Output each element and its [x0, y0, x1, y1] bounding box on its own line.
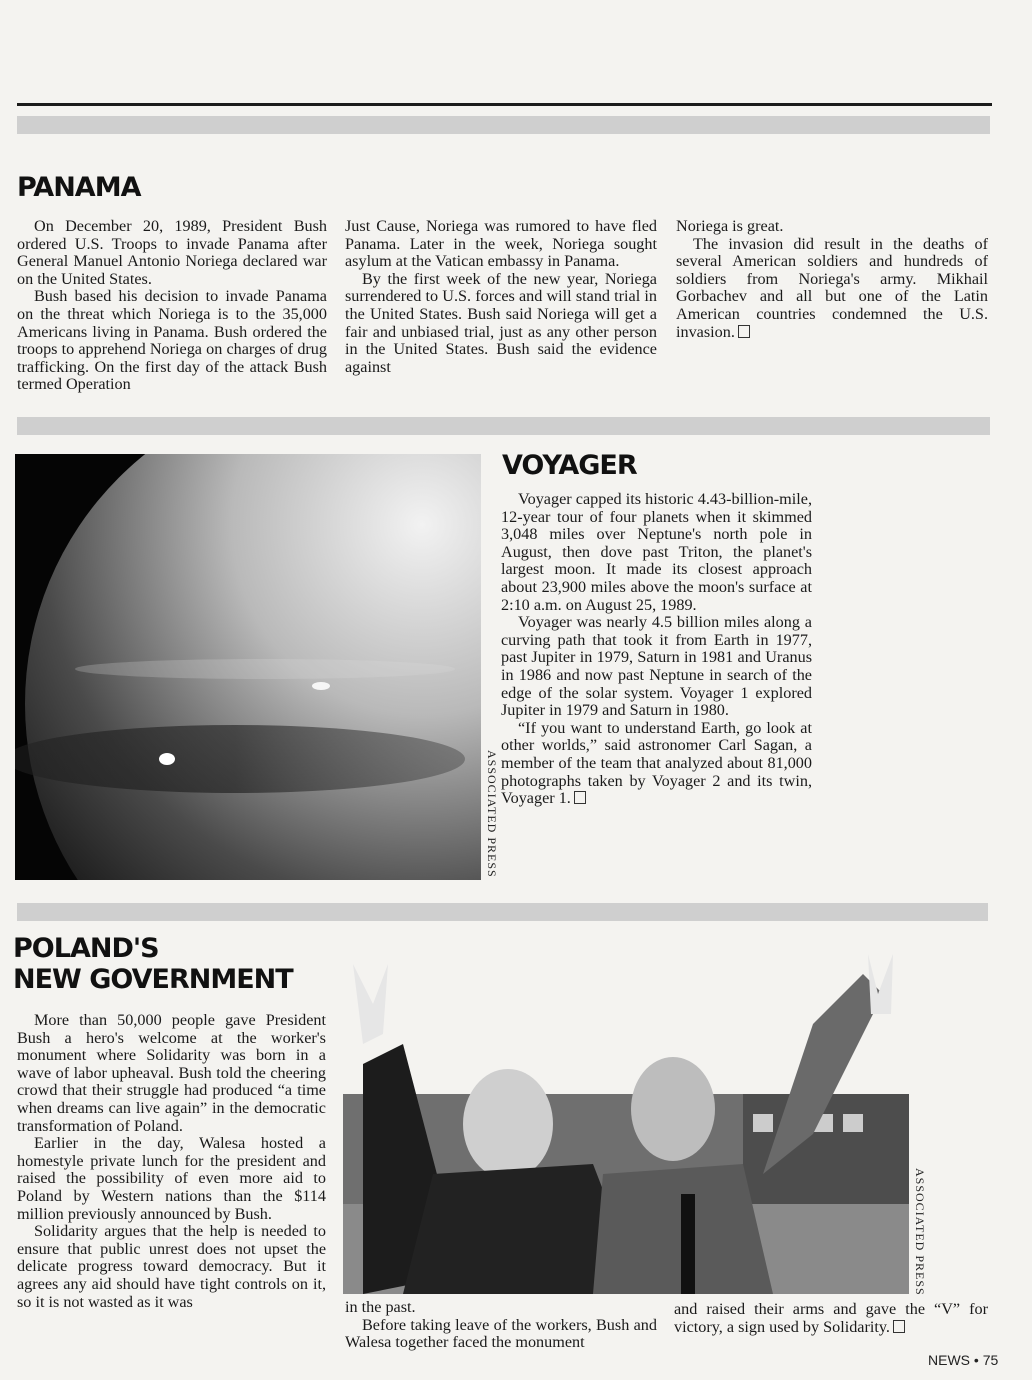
poland-column-3	[674, 1301, 988, 1336]
panama-column-2	[345, 218, 657, 376]
end-mark-icon	[574, 791, 586, 804]
panama-title: PANAMA	[17, 172, 141, 203]
poland-col1-paragraph: Earlier in the day, Walesa hosted a homestyle private lunch for the president and raised the possibility of even more aid to Poland by Western nations than the $114 million previously announced by Bush.	[17, 1134, 326, 1223]
voyager-photo-credit: ASSOCIATED PRESS	[485, 750, 499, 878]
poland-title-line-1: POLAND'S	[13, 933, 159, 964]
neptune-image	[15, 454, 481, 880]
panama-col3-paragraph: Noriega is great.	[676, 217, 784, 235]
voyager-paragraph: Voyager capped its historic 4.43-billion-mile, 12-year tour of four planets when it skimmed 3,048 miles over Neptune's north pole in August, then dove past Triton, the planet's largest moon. It made its closest approach about 23,900 miles above the moon's surface at 2:10 a.m. on August 25, 1989.	[501, 490, 812, 614]
section-band	[17, 903, 988, 921]
poland-photo-credit: ASSOCIATED PRESS	[913, 1168, 927, 1296]
page-number: 75	[982, 1352, 999, 1368]
section-band	[17, 417, 990, 435]
voyager-title: VOYAGER	[502, 450, 637, 481]
panama-col2-paragraph: Just Cause, Noriega was rumored to have fled Panama. Later in the week, Noriega sought asylum at the Vatican embassy in Panama.	[345, 217, 657, 271]
voyager-paragraph: Voyager was nearly 4.5 billion miles along a curving path that took it from Earth in 1977, past Jupiter in 1979, Saturn in 1981 and Uranus in 1986 and now past Neptune in search of the edge of the solar system. Voyager 1 explored Jupiter in 1979 and Saturn in 1980.	[501, 613, 812, 720]
panama-col3-paragraph	[676, 236, 988, 342]
voyager-paragraph-text: “If you want to understand Earth, go look at other worlds,” said astronomer Carl Sagan, a member of the team that analyzed about 81,000 photographs taken by Voyager 2 and its twin, Voyager 1.	[501, 718, 812, 808]
voyager-paragraph	[501, 720, 812, 808]
footer-separator: •	[973, 1352, 979, 1368]
poland-col1-paragraph: More than 50,000 people gave President Bush a hero's welcome at the worker's monument where Solidarity was born in a wave of labor upheaval. Bush told the cheering crowd that their struggle had produced “a time when dreams can live again” in the democratic transformation of Poland.	[17, 1011, 326, 1135]
poland-col3-paragraph	[674, 1301, 988, 1336]
panama-column-1	[17, 218, 327, 394]
poland-title-line-2: NEW GOVERNMENT	[13, 964, 293, 995]
bush-walesa-photo	[343, 944, 909, 1294]
poland-col1-paragraph: Solidarity argues that the help is needed to ensure that public unrest does not upset the delicate progress toward democracy. But it agrees any aid should have tight controls on it, so it is not wasted as it was	[17, 1222, 326, 1311]
neptune-photo	[15, 454, 481, 880]
panama-col3-text: The invasion did result in the deaths of several American soldiers and hundreds of soldiers from Noriega's army. Mikhail Gorbachev and all but one of the Latin American countries condemned the U.S. invasion.	[676, 234, 988, 341]
section-band	[17, 116, 990, 134]
panama-col2-paragraph: By the first week of the new year, Noriega surrendered to U.S. forces and will stand trial in the United States. Bush said Noriega will get a fair and unbiased trial, just as any other person in the United States. Bush said the evidence against	[345, 269, 657, 376]
poland-column-2	[345, 1299, 657, 1352]
voyager-column	[501, 491, 812, 808]
bush-walesa-image	[343, 944, 909, 1294]
poland-column-1	[17, 1012, 326, 1311]
panama-col1-paragraph: Bush based his decision to invade Panama on the threat which Noriega is to the 35,000 Americans living in Panama. Bush ordered the troops to apprehend Noriega on charges of drug trafficking. On the first day of the attack Bush termed Operation	[17, 287, 327, 394]
panama-col1-paragraph: On December 20, 1989, President Bush ordered U.S. Troops to invade Panama after General Manuel Antonio Noriega declared war on the United States.	[17, 217, 327, 288]
poland-col2-paragraph: in the past.	[345, 1298, 416, 1316]
top-rule	[17, 103, 992, 106]
footer-section-label: NEWS	[928, 1352, 970, 1368]
poland-col3-text: and raised their arms and gave the “V” for victory, a sign used by Solidarity.	[674, 1300, 988, 1336]
page-footer	[928, 1352, 998, 1368]
poland-title	[13, 933, 293, 995]
end-mark-icon	[738, 325, 750, 338]
panama-column-3	[676, 218, 988, 341]
end-mark-icon	[893, 1320, 905, 1333]
poland-col2-paragraph: Before taking leave of the workers, Bush and Walesa together faced the monument	[345, 1315, 657, 1352]
